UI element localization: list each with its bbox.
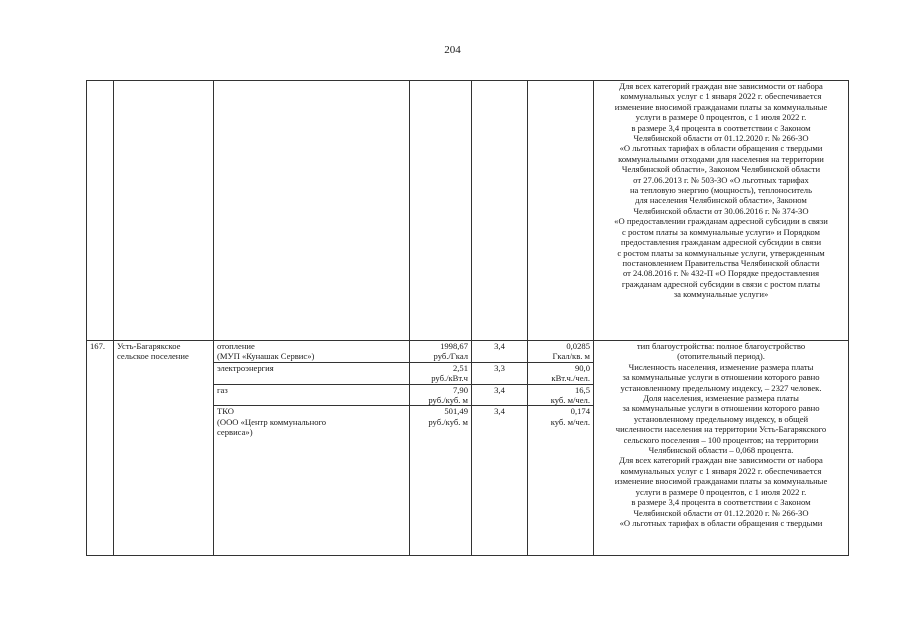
text-line: Челябинской области», Законом Челябинской области <box>621 164 821 175</box>
norm-cell <box>528 341 594 363</box>
tariff-value: 1998,67 <box>440 341 468 351</box>
norm-unit: куб. м/чел. <box>550 395 590 406</box>
text-line: с ростом платы за коммунальные услуги, утвержденным <box>617 247 825 258</box>
norm-unit: куб. м/чел. <box>550 416 590 427</box>
tariff-cell <box>410 384 472 406</box>
entry-number-cell <box>87 341 114 556</box>
text-line: с ростом платы за коммунальные услуги» и Порядком <box>622 226 820 237</box>
tariff-unit: руб./куб. м <box>428 416 468 427</box>
service-name: ТКО <box>217 406 234 417</box>
percent-cell <box>472 362 528 384</box>
service-name-cell <box>214 384 410 406</box>
text-line: «О предоставлении гражданам адресной субсидии в связи <box>614 216 828 227</box>
table-row-service <box>87 341 849 363</box>
tariff-cell <box>410 362 472 384</box>
text-line: Челябинской области от 01.12.2020 г. № 266-ЗО <box>633 507 809 518</box>
tariff-unit: руб./кВт.ч <box>431 373 468 384</box>
service-name-cell <box>214 362 410 384</box>
tariff-table <box>86 80 849 556</box>
text-line: гражданам адресной субсидии в связи с ростом платы <box>621 278 821 289</box>
text-line: коммунальных услуг с 1 января 2022 г. обеспечивается <box>620 465 822 476</box>
tariff-value: 7,90 <box>452 384 468 395</box>
text-line: численности населения на территории Усть-Багарякского <box>615 424 827 435</box>
cell-tariff <box>410 81 472 341</box>
text-line: изменение вносимой гражданами платы за коммунальные <box>614 476 828 487</box>
text-line: Для всех категорий граждан вне зависимости от набора <box>619 455 823 466</box>
text-line: Доля населения, изменение размера платы <box>643 393 799 404</box>
text-line: за коммунальные услуги в отношении которого равно <box>622 372 820 383</box>
cell-service <box>214 81 410 341</box>
service-name: газ <box>217 384 228 395</box>
municipality-line: Усть-Багарякское <box>117 341 181 351</box>
norm-value: 90,0 <box>574 362 590 373</box>
percent-value: 3,4 <box>494 341 505 351</box>
norm-value: 0,0285 <box>566 341 590 351</box>
text-line: Челябинской области – 0,068 процента. <box>648 445 794 456</box>
entry-number: 167. <box>90 341 106 351</box>
text-line: (отопительный период). <box>677 351 765 362</box>
text-line: за коммунальные услуги» <box>673 289 769 300</box>
tariff-cell <box>410 406 472 556</box>
text-line: Для всех категорий граждан вне зависимости от набора <box>619 81 823 91</box>
service-provider: сервиса») <box>217 427 253 438</box>
tariff-cell <box>410 341 472 363</box>
cell-norm <box>528 81 594 341</box>
service-name: электроэнергия <box>217 362 274 373</box>
text-line: Челябинской области от 30.06.2016 г. № 374-ЗО <box>633 205 809 216</box>
text-line: установленному предельному индексу, в общей <box>633 413 809 424</box>
text-line: изменение вносимой гражданами платы за коммунальные <box>614 101 828 112</box>
service-name: отопление <box>217 341 255 351</box>
tariff-unit: руб./куб. м <box>428 395 468 406</box>
percent-value: 3,3 <box>494 362 505 373</box>
text-line: коммунальных услуг с 1 января 2022 г. обеспечивается <box>620 91 822 102</box>
entry-description <box>597 341 845 528</box>
page-number: 204 <box>444 44 461 56</box>
tariff-unit: руб./Гкал <box>433 351 468 362</box>
table-row-continuation <box>87 81 849 341</box>
text-line: Челябинской области от 01.12.2020 г. № 266-ЗО <box>633 133 809 144</box>
continuation-text <box>597 81 845 300</box>
text-line: от 27.06.2013 г. № 503-ЗО «О льготных тарифах <box>633 174 809 185</box>
norm-cell <box>528 384 594 406</box>
cell-municipality <box>114 81 214 341</box>
text-line: услуги в размере 0 процентов, с 1 июля 2022 г. <box>635 486 807 497</box>
text-line: коммунальными отходами для населения на территории <box>618 153 824 164</box>
text-line: предоставления гражданам адресной субсидии в связи <box>620 237 822 248</box>
entry-municipality-cell <box>114 341 214 556</box>
percent-value: 3,4 <box>494 384 505 395</box>
text-line: тип благоустройства: полное благоустройство <box>636 341 806 351</box>
text-line: Численность населения, изменение размера платы <box>628 361 814 372</box>
text-line: от 24.08.2016 г. № 432-П «О Порядке предоставления <box>622 268 820 279</box>
text-line: «О льготных тарифах в области обращения с твердыми <box>619 517 823 528</box>
norm-unit: кВт.ч./чел. <box>551 373 590 384</box>
norm-cell <box>528 362 594 384</box>
text-line: установленному предельному индексу, – 2327 человек. <box>620 382 822 393</box>
cell-percent <box>472 81 528 341</box>
percent-value: 3,4 <box>494 406 505 417</box>
text-line: на тепловую энергию (мощность), теплоноситель <box>629 185 813 196</box>
norm-value: 0,174 <box>570 406 590 417</box>
text-line: «О льготных тарифах в области обращения с твердыми <box>619 143 823 154</box>
norm-value: 16,5 <box>574 384 590 395</box>
percent-cell <box>472 406 528 556</box>
cell-number <box>87 81 114 341</box>
percent-cell <box>472 384 528 406</box>
text-line: в размере 3,4 процента в соответствии с Законом <box>631 497 811 508</box>
service-provider: (ООО «Центр коммунального <box>217 416 327 427</box>
entry-description-cell <box>594 341 849 556</box>
text-line: для населения Челябинской области», Законом <box>635 195 807 206</box>
text-line: за коммунальные услуги в отношении которого равно <box>622 403 820 414</box>
norm-unit: Гкал/кв. м <box>552 351 590 362</box>
municipality-line: сельское поселение <box>117 351 189 362</box>
text-line: постановлением Правительства Челябинской области <box>622 257 820 268</box>
text-line: в размере 3,4 процента в соответствии с Законом <box>631 122 811 133</box>
service-name-cell <box>214 406 410 556</box>
tariff-value: 2,51 <box>452 362 468 373</box>
service-name-cell <box>214 341 410 363</box>
percent-cell <box>472 341 528 363</box>
text-line: услуги в размере 0 процентов, с 1 июля 2022 г. <box>635 112 807 123</box>
text-line: сельского поселения – 100 процентов; на территории <box>623 434 819 445</box>
tariff-value: 501,49 <box>444 406 468 417</box>
service-provider: (МУП «Кунашак Сервис») <box>217 351 315 362</box>
cell-description-continuation <box>594 81 849 341</box>
norm-cell <box>528 406 594 556</box>
